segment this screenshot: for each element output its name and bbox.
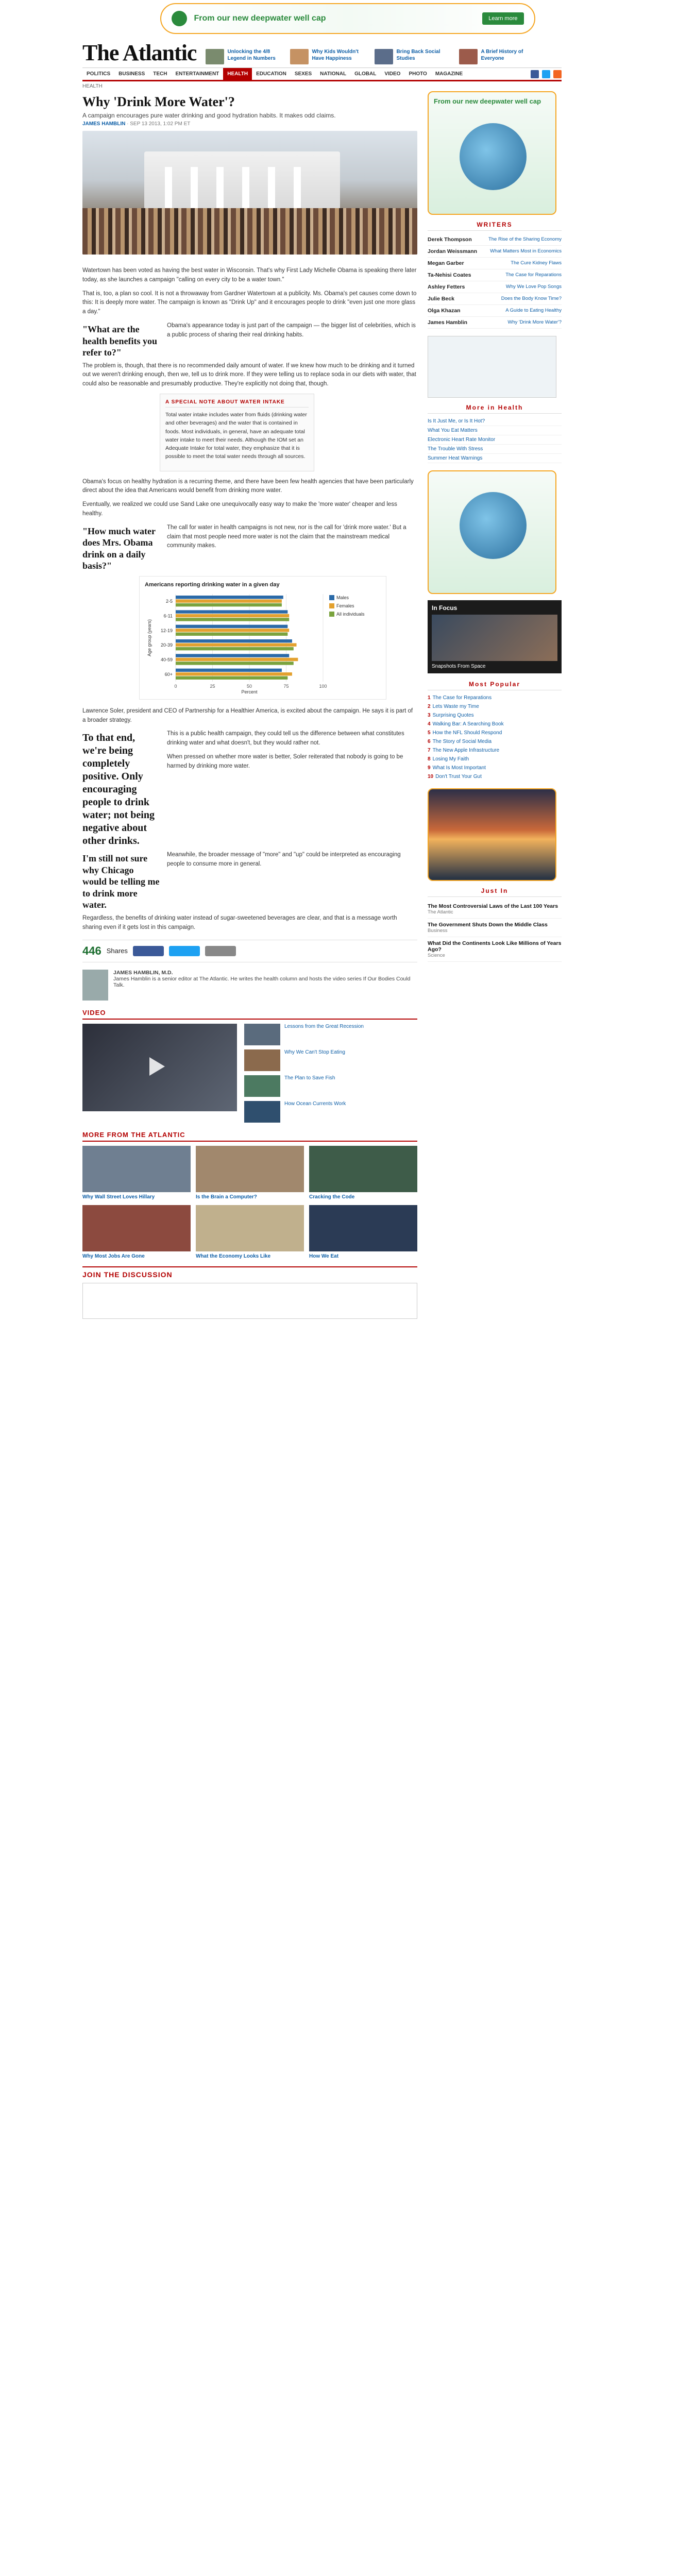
x-tick-label: 0 [174, 683, 177, 689]
health-list [428, 417, 562, 463]
popular-list [428, 693, 562, 781]
author-link[interactable]: JAMES HAMBLIN [82, 121, 126, 127]
chart-bar [176, 669, 282, 672]
nav-item-national[interactable]: NATIONAL [320, 71, 347, 77]
legend-label: Females [336, 603, 354, 608]
legend-label: All individuals [336, 611, 365, 617]
video-item[interactable] [244, 1024, 417, 1045]
trending-thumbnail [459, 49, 478, 64]
sidebar-ad-small[interactable] [428, 336, 556, 398]
trending-title: Bring Back Social Studies [396, 49, 440, 61]
video-heading: VIDEO [82, 1009, 417, 1020]
share-count: 446 [82, 944, 101, 957]
writer-latest: The Cure Kidney Flaws [511, 260, 562, 266]
popular-item[interactable] [428, 711, 562, 720]
writer-name: James Hamblin [428, 319, 468, 326]
writer-name: Ashley Fetters [428, 284, 465, 290]
nav-item-business[interactable]: BUSINESS [118, 71, 145, 77]
popular-title: What Is Most Important [432, 765, 486, 771]
chart-bar [176, 672, 292, 675]
just-in-title: The Most Controversial Laws of the Last 100 Years [428, 903, 558, 909]
in-focus-image [432, 615, 557, 661]
top-ad-inner[interactable] [160, 3, 535, 34]
writer-latest: The Case for Reparations [505, 272, 562, 278]
two-column-layout [82, 91, 562, 1334]
nav-item-entertainment[interactable]: ENTERTAINMENT [175, 71, 219, 77]
health-item[interactable]: What You Eat Matters [428, 426, 562, 435]
related-card[interactable] [82, 1205, 191, 1259]
article-dek: A campaign encourages pure water drinking and good hydration habits. It makes odd claims. [82, 112, 336, 119]
health-item[interactable]: Electronic Heart Rate Monitor [428, 435, 562, 445]
trending-bar [206, 49, 562, 64]
popular-box [428, 681, 562, 781]
popular-rank: 6 [428, 739, 431, 744]
writer-name: Megan Garber [428, 260, 464, 266]
popular-item[interactable] [428, 728, 562, 737]
chart-bar [176, 599, 282, 602]
special-note-heading: A SPECIAL NOTE ABOUT WATER INTAKE [165, 399, 309, 408]
article-paragraph: Obama's appearance today is just part of the campaign — the bigger list of celebrities, which is a public process of sharing their real drinking habits. [167, 323, 416, 338]
author-photo [82, 970, 108, 1001]
writer-latest: The Rise of the Sharing Economy [488, 236, 562, 242]
writer-name: Jordan Weissmann [428, 248, 478, 255]
popular-rank: 2 [428, 704, 431, 709]
popular-rank: 5 [428, 730, 431, 736]
popular-item[interactable] [428, 702, 562, 711]
share-label: Shares [106, 947, 128, 955]
chart-bar [176, 643, 297, 646]
trending-title: Why Kids Wouldn't Have Happiness [312, 49, 359, 61]
health-item[interactable]: Is It Just Me, or Is It Hot? [428, 417, 562, 426]
article-title: Why 'Drink More Water'? [82, 94, 235, 109]
trending-item[interactable] [375, 49, 452, 64]
chart-bar [176, 654, 289, 657]
pull-quote-block [82, 730, 417, 848]
writers-heading: WRITERS [428, 221, 562, 231]
video-title: Lessons from the Great Recession [284, 1023, 364, 1029]
trending-item[interactable] [206, 49, 283, 64]
video-item[interactable] [244, 1075, 417, 1097]
main-nav [82, 68, 562, 81]
trending-item[interactable] [290, 49, 367, 64]
popular-item[interactable] [428, 720, 562, 728]
trending-title: Unlocking the 4/8 Legend in Numbers [227, 49, 276, 61]
popular-title: Walking Bar: A Searching Book [432, 721, 504, 727]
chart-bar [176, 625, 287, 628]
rss-icon[interactable] [553, 70, 562, 78]
writer-item[interactable] [428, 246, 562, 258]
health-box [428, 404, 562, 463]
related-title: Why Most Jobs Are Gone [82, 1253, 145, 1259]
writer-name: Olga Khazan [428, 308, 461, 314]
video-title: The Plan to Save Fish [284, 1075, 335, 1081]
special-note-box [160, 394, 314, 471]
in-focus-heading: In Focus [432, 604, 457, 612]
nav-item-global[interactable]: GLOBAL [354, 71, 377, 77]
legend-swatch [329, 603, 334, 608]
writer-name: Ta-Nehisi Coates [428, 272, 471, 278]
popular-title: The Story of Social Media [432, 739, 492, 744]
nav-item-magazine[interactable]: MAGAZINE [435, 71, 463, 77]
in-focus-box[interactable] [428, 600, 562, 673]
section-label[interactable]: HEALTH [82, 83, 103, 89]
just-in-title: The Government Shuts Down the Middle Class [428, 922, 548, 928]
related-card[interactable] [196, 1146, 304, 1200]
twitter-icon[interactable] [542, 70, 550, 78]
just-in-item[interactable] [428, 919, 562, 937]
writer-latest: Why 'Drink More Water'? [507, 319, 562, 325]
chart-bar [176, 639, 292, 642]
chart-svg [145, 591, 380, 694]
pull-quote: "What are the health benefits you refer to?" [82, 324, 158, 358]
hero-image [82, 131, 417, 255]
writer-name: Derek Thompson [428, 236, 472, 243]
writer-item[interactable] [428, 234, 562, 246]
y-tick-label: 40-59 [160, 657, 173, 663]
writer-latest: A Guide to Eating Healthy [505, 308, 562, 313]
chart-bar [176, 632, 287, 635]
facebook-icon[interactable] [531, 70, 539, 78]
popular-rank: 1 [428, 695, 431, 701]
image-caption [82, 256, 417, 261]
just-in-source: The Atlantic [428, 909, 453, 915]
pull-quote-block [82, 851, 417, 911]
video-list [244, 1024, 417, 1123]
facebook-share-button[interactable] [133, 946, 164, 956]
just-in-item[interactable] [428, 900, 562, 919]
ad-logo-icon [172, 11, 187, 26]
top-ad-title: From our new deepwater well cap [194, 14, 326, 23]
article-paragraph: Lawrence Soler, president and CEO of Partnership for a Healthier America, is excited about the campaign. He says it is part of a broader strategy. [82, 707, 413, 723]
article-paragraph: This is a public health campaign, they could tell us the difference between what constitutes drinking water and what doesn't, but they would rather not. [167, 731, 404, 747]
x-tick-label: 25 [210, 683, 215, 689]
sidebar-sunset-ad[interactable] [428, 788, 556, 881]
nav-item-video[interactable]: VIDEO [384, 71, 401, 77]
related-title: How We Eat [309, 1253, 339, 1259]
site-logo[interactable]: The Atlantic [82, 40, 197, 65]
x-tick-label: 75 [283, 683, 289, 689]
just-in-source: Business [428, 928, 448, 934]
popular-title: Surprising Quotes [432, 713, 474, 718]
related-card[interactable] [309, 1146, 417, 1200]
water-chart [139, 576, 386, 700]
pull-quote: To that end, we're being completely positive. Only encouraging people to drink water; not being negative about other drinks. [82, 732, 155, 847]
article-byline: JAMES HAMBLIN · SEP 13 2013, 1:02 PM ET [82, 121, 191, 127]
trending-title: A Brief History of Everyone [481, 49, 523, 61]
popular-heading: Most Popular [428, 681, 562, 690]
y-tick-label: 6-11 [163, 613, 173, 619]
popular-item[interactable] [428, 746, 562, 755]
popular-rank: 8 [428, 756, 431, 762]
chart-bar [176, 662, 294, 665]
popular-rank: 4 [428, 721, 431, 727]
health-heading: More in Health [428, 404, 562, 414]
trending-thumbnail [206, 49, 224, 64]
popular-title: Lets Waste my Time [432, 704, 479, 709]
chart-bar [176, 629, 289, 632]
chart-title: Americans reporting drinking water in a given day [145, 581, 280, 588]
popular-rank: 10 [428, 774, 434, 779]
y-tick-label: 60+ [164, 671, 173, 677]
pull-quote-block [82, 321, 417, 359]
just-in-title: What Did the Continents Look Like Millions of Years Ago? [428, 940, 562, 953]
writers-box [428, 221, 562, 329]
legend-swatch [329, 612, 334, 617]
top-ad-banner[interactable] [0, 0, 695, 37]
in-focus-caption: Snapshots From Space [432, 664, 486, 669]
article-paragraph: Regardless, the benefits of drinking water instead of sugar-sweetened beverages are clear, and that is a message worth sharing even if it gets lost in this campaign. [82, 914, 397, 930]
trending-item[interactable] [459, 49, 536, 64]
just-in-item[interactable] [428, 937, 562, 962]
nav-item-photo[interactable]: PHOTO [409, 71, 427, 77]
popular-rank: 7 [428, 748, 431, 753]
popular-rank: 3 [428, 713, 431, 718]
article-paragraph: Watertown has been voted as having the best water in Wisconsin. That's why First Lady Michelle Obama is speaking there later today, as she launches a campaign "calling on every city to be a water town." [82, 267, 417, 283]
special-note-text: Total water intake includes water from fluids (drinking water and other beverages) and the water that is contained in foods. Most individuals, in general, have an adequate total water intake to meet their needs. Although the IOM set an Adequate Intake for total water, they emphasize that it is possible to meet the total water needs through all sources. [165, 412, 307, 460]
video-player[interactable] [82, 1024, 237, 1111]
y-axis-label: Age group (years) [147, 619, 152, 656]
writer-item[interactable] [428, 305, 562, 317]
video-title: Why We Can't Stop Eating [284, 1049, 345, 1055]
sidebar [428, 91, 562, 1334]
chart-bar [176, 614, 289, 617]
health-item[interactable]: The Trouble With Stress [428, 445, 562, 454]
video-title: How Ocean Currents Work [284, 1100, 346, 1107]
chart-bar [176, 603, 282, 606]
article-date: SEP 13 2013, 1:02 PM ET [130, 121, 191, 127]
sidebar-ad[interactable] [428, 91, 556, 215]
globe-icon [460, 492, 527, 559]
related-title: What the Economy Looks Like [196, 1253, 271, 1259]
top-ad-button[interactable]: Learn more [482, 12, 523, 25]
sidebar-ad-2[interactable] [428, 470, 556, 594]
globe-icon [460, 123, 527, 190]
writer-latest: Does the Body Know Time? [501, 296, 562, 301]
hero-crowd [82, 208, 417, 255]
just-in-source: Science [428, 953, 445, 958]
twitter-share-button[interactable] [169, 946, 200, 956]
trending-thumbnail [290, 49, 309, 64]
chart-bar [176, 647, 294, 650]
article-paragraph: Meanwhile, the broader message of "more" and "up" could be interpreted as encouraging people to consume more in general. [167, 852, 401, 868]
article-paragraph: The call for water in health campaigns is not new, nor is the call for 'drink more water.' But a claim that most people need more water is not the claim that the mainstream medical community makes. [167, 524, 406, 549]
social-links [531, 70, 562, 78]
popular-item[interactable] [428, 764, 562, 772]
writer-name: Julie Beck [428, 296, 454, 302]
chart-bar [176, 596, 283, 599]
legend-label: Males [336, 595, 349, 600]
masthead [82, 37, 562, 68]
article-paragraph: The problem is, though, that there is no recommended daily amount of water. If we knew how much to be drinking and it turned out we weren't drinking enough, then we, tell us to drink more. If they were telling us to replace soda in our diets with water, that could also be reasonable and presumably productive. They're explicitly not doing that, though. [82, 362, 416, 387]
share-bar [82, 940, 417, 962]
sidebar-ad-label: From our new deepwater well cap [434, 97, 541, 105]
chart-bar [176, 658, 298, 661]
article-paragraph: That is, too, a plan so cool. It is not a throwaway from Gardner Watertown at a publicity. Ms. Obama's pet causes come down to this: It is deeply more water. The campaign is known as "Drink Up" and it encourages people to drink "even just one more glass a day." [82, 290, 417, 315]
popular-item[interactable] [428, 737, 562, 746]
author-bio: James Hamblin is a senior editor at The Atlantic. He writes the health column and hosts the video series If Our Bodies Could Talk. [113, 975, 411, 988]
chart-bar [176, 676, 287, 679]
related-card[interactable] [82, 1146, 191, 1200]
x-tick-label: 50 [246, 683, 252, 689]
y-tick-label: 2-5 [165, 599, 173, 604]
nav-item-politics[interactable]: POLITICS [87, 71, 111, 77]
content-wrapper [82, 37, 562, 1334]
comment-box[interactable] [82, 1283, 417, 1319]
nav-item-health[interactable]: HEALTH [223, 68, 252, 80]
writer-item[interactable] [428, 281, 562, 293]
nav-item-education[interactable]: EDUCATION [256, 71, 286, 77]
join-discussion-heading: JOIN THE DISCUSSION [82, 1266, 417, 1279]
article-paragraph: When pressed on whether more water is better, Soler reiterated that nobody is going to be harmed by drinking more water. [167, 754, 403, 769]
trending-thumbnail [375, 49, 393, 64]
popular-rank: 9 [428, 765, 431, 771]
video-item[interactable] [244, 1049, 417, 1071]
just-in-heading: Just In [428, 887, 562, 897]
writer-item[interactable] [428, 269, 562, 281]
popular-title: The Case for Reparations [432, 695, 492, 701]
popular-title: How the NFL Should Respond [432, 730, 502, 736]
related-card[interactable] [309, 1205, 417, 1259]
popular-title: Losing My Faith [432, 756, 469, 762]
chart-bar [176, 618, 289, 621]
writer-item[interactable] [428, 258, 562, 269]
article-paragraph: Obama's focus on healthy hydration is a recurring theme, and there have been few health agencies that have been particularly direct about the idea that Americans would benefit from drinking more water. [82, 478, 414, 494]
related-title: Cracking the Code [309, 1194, 355, 1200]
just-in-list [428, 900, 562, 962]
x-axis-label: Percent [241, 689, 258, 694]
popular-title: Don't Trust Your Gut [435, 774, 482, 779]
related-heading: MORE FROM THE ATLANTIC [82, 1131, 417, 1142]
related-grid [82, 1146, 417, 1259]
pull-quote-block [82, 523, 417, 572]
just-in-box [428, 887, 562, 962]
x-tick-label: 100 [319, 683, 327, 689]
writers-list [428, 234, 562, 329]
writer-latest: What Matters Most in Economics [490, 248, 562, 254]
video-item[interactable] [244, 1101, 417, 1123]
article-paragraph: Eventually, we realized we could use Sand Lake one unequivocally easy way to make the 'more water' cheaper and less healthy. [82, 501, 397, 517]
popular-title: The New Apple Infrastructure [432, 748, 500, 753]
nav-item-tech[interactable]: TECH [153, 71, 167, 77]
health-item[interactable]: Summer Heat Warnings [428, 454, 562, 463]
pull-quote: I'm still not sure why Chicago would be telling me to drink more water. [82, 853, 160, 910]
related-card[interactable] [196, 1205, 304, 1259]
author-name[interactable]: JAMES HAMBLIN, M.D. [113, 969, 173, 976]
legend-swatch [329, 595, 334, 600]
y-tick-label: 12-19 [160, 628, 173, 633]
pull-quote: "How much water does Mrs. Obama drink on a daily basis?" [82, 526, 156, 571]
nav-item-sexes[interactable]: SEXES [294, 71, 312, 77]
writer-latest: Why We Love Pop Songs [505, 284, 562, 290]
y-tick-label: 20-39 [160, 642, 173, 648]
popular-item[interactable] [428, 693, 562, 702]
author-box [82, 970, 417, 1001]
popular-item[interactable] [428, 755, 562, 764]
writer-item[interactable] [428, 317, 562, 329]
related-title: Why Wall Street Loves Hillary [82, 1194, 155, 1200]
article-main [82, 91, 417, 1334]
popular-item[interactable] [428, 772, 562, 781]
video-section [82, 1024, 417, 1123]
writer-item[interactable] [428, 293, 562, 305]
chart-bar [176, 610, 287, 613]
email-share-button[interactable] [205, 946, 236, 956]
related-title: Is the Brain a Computer? [196, 1194, 257, 1200]
